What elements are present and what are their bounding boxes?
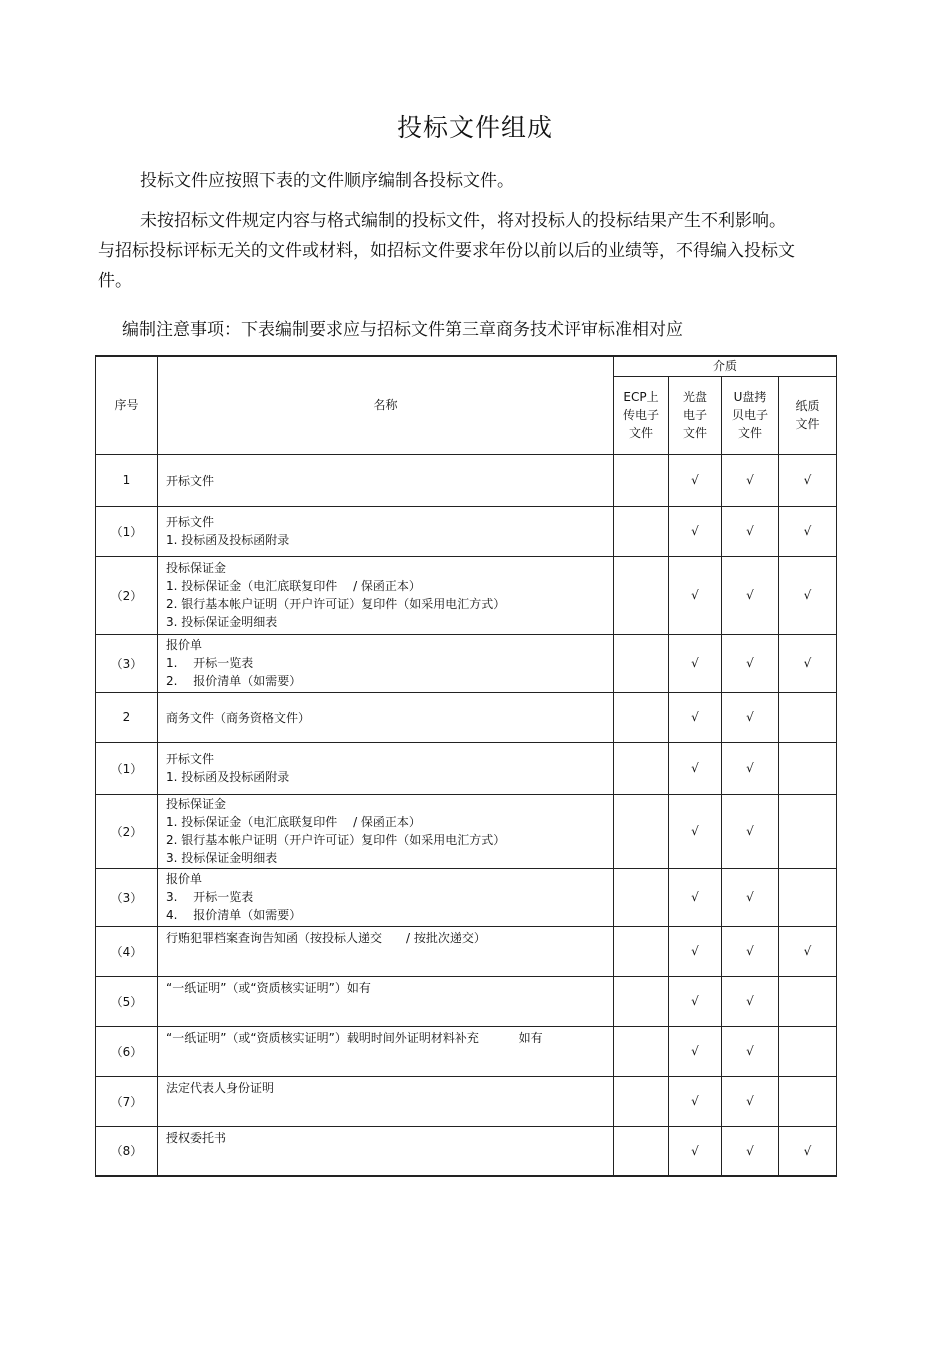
table-row [96,556,837,634]
row-seq: 1 [96,454,158,506]
mark-cd: √ [669,1076,722,1126]
table-row [96,742,837,794]
row-name-line: 1. 投标函及投标函附录 [166,770,290,784]
table-row [96,976,837,1026]
row-seq: （2） [96,794,158,868]
mark-ecp [614,926,669,976]
table-row [96,926,837,976]
mark-cd: √ [669,868,722,926]
table-body [96,356,837,1176]
row-name-line: 2. 银行基本帐户证明（开户许可证）复印件（如采用电汇方式） [166,833,506,847]
mark-ecp [614,506,669,556]
table-row [96,868,837,926]
table-row [96,692,837,742]
row-seq: （5） [96,976,158,1026]
row-name-line: 开标文件 [166,752,215,766]
row-name-line: 1. 投标保证金（电汇底联复印件 / 保函正本） [166,579,421,593]
mark-ecp [614,1026,669,1076]
intro-paragraph-2: 未按招标文件规定内容与格式编制的投标文件，将对投标人的投标结果产生不利影响。与招标投标评标无关的文件或材料，如招标文件要求年份以前以后的业绩等，不得编入投标文件。 [98,211,795,291]
row-name-line: 投标保证金 [166,561,227,575]
header-cd: 光盘电子文件 [669,376,722,454]
mark-cd: √ [669,506,722,556]
intro-paragraph-1: 投标文件应按照下表的文件顺序编制各投标文件。 [140,171,514,191]
mark-paper [779,868,837,926]
row-name [158,1126,614,1176]
row-name [158,742,614,794]
mark-ecp [614,794,669,868]
mark-ecp [614,692,669,742]
header-usb: U盘拷贝电子文件 [722,376,779,454]
table-row [96,506,837,556]
mark-usb: √ [722,926,779,976]
mark-usb: √ [722,976,779,1026]
mark-paper: √ [779,556,837,634]
mark-cd: √ [669,454,722,506]
mark-paper: √ [779,454,837,506]
header-paper: 纸质文件 [779,376,837,454]
row-name [158,868,614,926]
mark-ecp [614,556,669,634]
mark-ecp [614,976,669,1026]
page-title: 投标文件组成 [396,113,553,142]
row-seq: （8） [96,1126,158,1176]
mark-ecp [614,868,669,926]
header-ecp: ECP上传电子文件 [614,376,669,454]
table-row [96,1126,837,1176]
compilation-note: 编制注意事项：下表编制要求应与招标文件第三章商务技术评审标准相对应 [122,320,683,340]
row-name [158,794,614,868]
mark-usb: √ [722,506,779,556]
table-row [96,634,837,692]
row-seq: 2 [96,692,158,742]
mark-usb: √ [722,742,779,794]
row-name-line: 1. 投标函及投标函附录 [166,533,290,547]
mark-cd: √ [669,556,722,634]
mark-usb: √ [722,454,779,506]
row-seq: （3） [96,634,158,692]
mark-ecp [614,1076,669,1126]
mark-cd: √ [669,976,722,1026]
mark-usb: √ [722,868,779,926]
mark-paper: √ [779,506,837,556]
row-name [158,1026,614,1076]
mark-ecp [614,634,669,692]
mark-paper: √ [779,634,837,692]
row-name-line: 行贿犯罪档案查询告知函（按投标人递交 / 按批次递交） [166,930,486,945]
row-seq: （4） [96,926,158,976]
row-name-line: 4. 报价清单（如需要） [166,908,302,922]
mark-usb: √ [722,692,779,742]
row-name-line: 开标文件 [166,473,215,488]
row-name [158,1076,614,1126]
mark-paper [779,794,837,868]
row-seq: （1） [96,506,158,556]
mark-ecp [614,1126,669,1176]
mark-paper [779,976,837,1026]
row-name-line: 投标保证金 [166,797,227,811]
row-seq: （1） [96,742,158,794]
bid-documents-table [95,355,837,1177]
row-name [158,556,614,634]
mark-paper [779,742,837,794]
table-row [96,1026,837,1076]
table-row [96,794,837,868]
mark-usb: √ [722,634,779,692]
row-name-line: 3. 投标保证金明细表 [166,851,278,865]
header-medium: 介质 [614,356,837,376]
row-name [158,634,614,692]
mark-paper: √ [779,1126,837,1176]
mark-ecp [614,454,669,506]
row-name-line: 3. 开标一览表 [166,890,254,904]
mark-cd: √ [669,794,722,868]
mark-paper: √ [779,926,837,976]
mark-cd: √ [669,1026,722,1076]
header-name: 名称 [158,356,614,454]
row-name-line: “一纸证明”（或“资质核实证明”）如有 [166,980,371,995]
row-name-line: 报价单 [166,638,203,652]
mark-paper [779,1026,837,1076]
row-name [158,454,614,506]
mark-paper [779,1076,837,1126]
mark-cd: √ [669,926,722,976]
row-name-line: 1. 开标一览表 [166,656,254,670]
row-name [158,692,614,742]
row-name-line: 3. 投标保证金明细表 [166,615,278,629]
row-name-line: 开标文件 [166,515,215,529]
row-seq: （3） [96,868,158,926]
row-name-line: 2. 报价清单（如需要） [166,674,302,688]
row-name-line: 授权委托书 [166,1130,227,1145]
row-name [158,926,614,976]
row-seq: （2） [96,556,158,634]
mark-cd: √ [669,742,722,794]
header-seq: 序号 [96,356,158,454]
mark-cd: √ [669,692,722,742]
row-name [158,506,614,556]
row-name [158,976,614,1026]
mark-ecp [614,742,669,794]
row-name-line: 法定代表人身份证明 [166,1080,275,1095]
mark-usb: √ [722,556,779,634]
row-name-line: 商务文件（商务资格文件） [166,710,311,725]
mark-cd: √ [669,1126,722,1176]
row-name-line: 2. 银行基本帐户证明（开户许可证）复印件（如采用电汇方式） [166,597,506,611]
row-name-line: 1. 投标保证金（电汇底联复印件 / 保函正本） [166,815,421,829]
mark-usb: √ [722,1026,779,1076]
mark-usb: √ [722,794,779,868]
mark-paper [779,692,837,742]
row-seq: （7） [96,1076,158,1126]
mark-usb: √ [722,1126,779,1176]
row-name-line: “一纸证明”（或“资质核实证明”）载明时间外证明材料补充 如有 [166,1030,543,1045]
table-row [96,1076,837,1126]
mark-usb: √ [722,1076,779,1126]
row-name-line: 报价单 [166,872,203,886]
table-row [96,454,837,506]
row-seq: （6） [96,1026,158,1076]
mark-cd: √ [669,634,722,692]
